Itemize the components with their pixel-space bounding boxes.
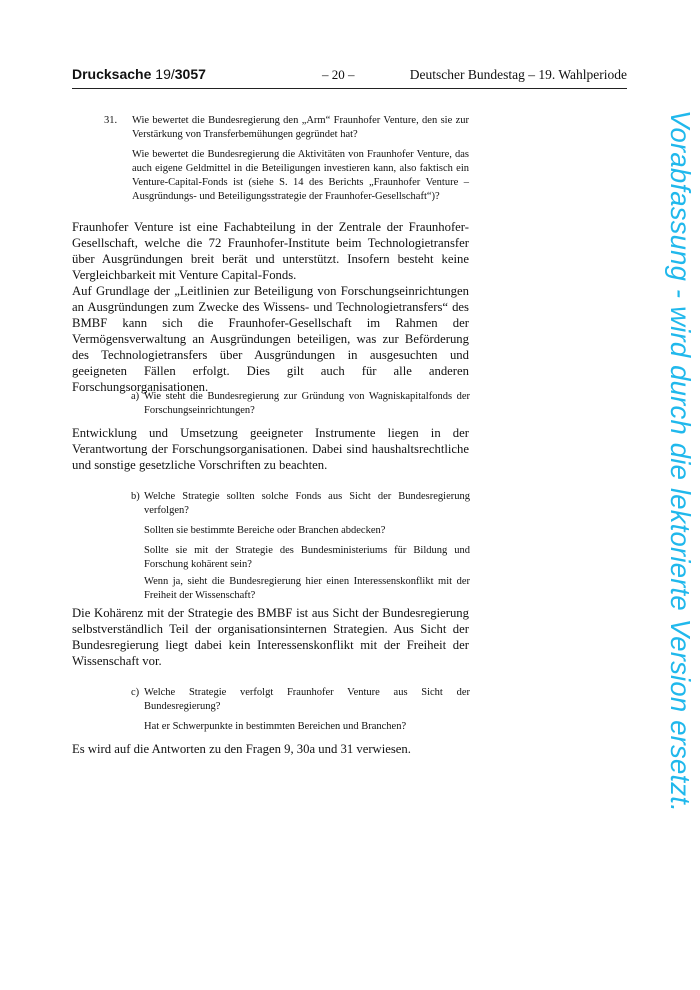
question-c-label: c) [131,687,140,698]
question-c-sub-1: Hat er Schwerpunkte in bestimmten Bereichen und Branchen? [144,721,407,732]
doc-label: Drucksache [72,66,152,82]
document-number [72,66,206,82]
question-b-label: b) [131,491,140,502]
question-c-text: Welche Strategie verfolgt Fraunhofer Venture aus Sicht der Bundesregierung? [144,687,470,712]
doc-num-prefix: 19/ [155,66,175,82]
question-31-number: 31. [104,115,118,126]
header-parliament: Deutscher Bundestag – 19. Wahlperiode [409,67,627,82]
question-a-text: Wie steht die Bundesregierung zur Gründung von Wagniskapitalfonds der Forschungseinrichtungen? [144,391,470,416]
question-b-sub-1: Sollten sie bestimmte Bereiche oder Branchen abdecken? [144,525,386,536]
answer-a: Entwicklung und Umsetzung geeigneter Instrumente liegen in der Verantwortung der Forschungsorganisationen. Dabei sind haushaltsrechtliche und sonstige gesetzliche Vorschriften zu beachten. [72,426,469,472]
question-31-text: Wie bewertet die Bundesregierung den „Arm“ Fraunhofer Venture, den sie zur Verstärkung von Transferbemühungen gegründet hat? [132,115,469,140]
answer-c: Es wird auf die Antworten zu den Fragen 9, 30a und 31 verwiesen. [72,742,411,756]
doc-num-main: 3057 [174,66,206,82]
question-b-sub-2: Sollte sie mit der Strategie des Bundesministeriums für Bildung und Forschung kohärent sein? [144,545,470,570]
question-31-sub: Wie bewertet die Bundesregierung die Aktivitäten von Fraunhofer Venture, das auch eigene Geldmittel in die Beteiligungen investieren kann, also faktisch ein Venture-Capital-Fonds ist (siehe S. 14 des Berichts „Fraunhofer Venture – Ausgründungs- und Beteiligungsstrategie der Fraunhofer-Gesellschaft“)? [132,149,469,202]
answer-31-paragraph-1: Fraunhofer Venture ist eine Fachabteilung in der Zentrale der Fraunhofer-Gesellschaft, welche die 72 Fraunhofer-Institute beim Technologietransfer über Ausgründungen breit berät und unterstützt. Insofern besteht keine Vergleichbarkeit mit Venture Capital-Fonds. [72,220,469,282]
question-b-sub-3: Wenn ja, sieht die Bundesregierung hier einen Interessenskonflikt mit der Freiheit der Wissenschaft? [144,576,470,601]
question-b-text: Welche Strategie sollten solche Fonds aus Sicht der Bundesregierung verfolgen? [144,491,470,516]
answer-31-paragraph-2: Auf Grundlage der „Leitlinien zur Beteiligung von Forschungseinrichtungen an Ausgründungen zum Zwecke des Wissens- und Technologietransfers“ des BMBF kann sich die Fraunhofer-Gesellschaft im Rahmen der Vermögensverwaltung an Ausgründungen beteiligen, was zur Beförderung des Technologietransfers über Ausgründungen in ausgesuchten und geeigneten Fällen erfolgt. Dies gilt auch für alle anderen Forschungsorganisationen. [72,284,469,394]
page-number: – 20 – [322,67,355,82]
answer-b: Die Kohärenz mit der Strategie des BMBF ist aus Sicht der Bundesregierung selbstverständlich Teil der organisationsinternen Strategien. Aus Sicht der Bundesregierung liegt dabei kein Interessenskonflikt mit der Freiheit der Wissenschaft vor. [72,606,469,668]
question-a-label: a) [131,391,140,402]
page-header [72,66,627,89]
draft-watermark: Vorabfassung - wird durch die lektorierte Version ersetzt. [665,110,696,812]
